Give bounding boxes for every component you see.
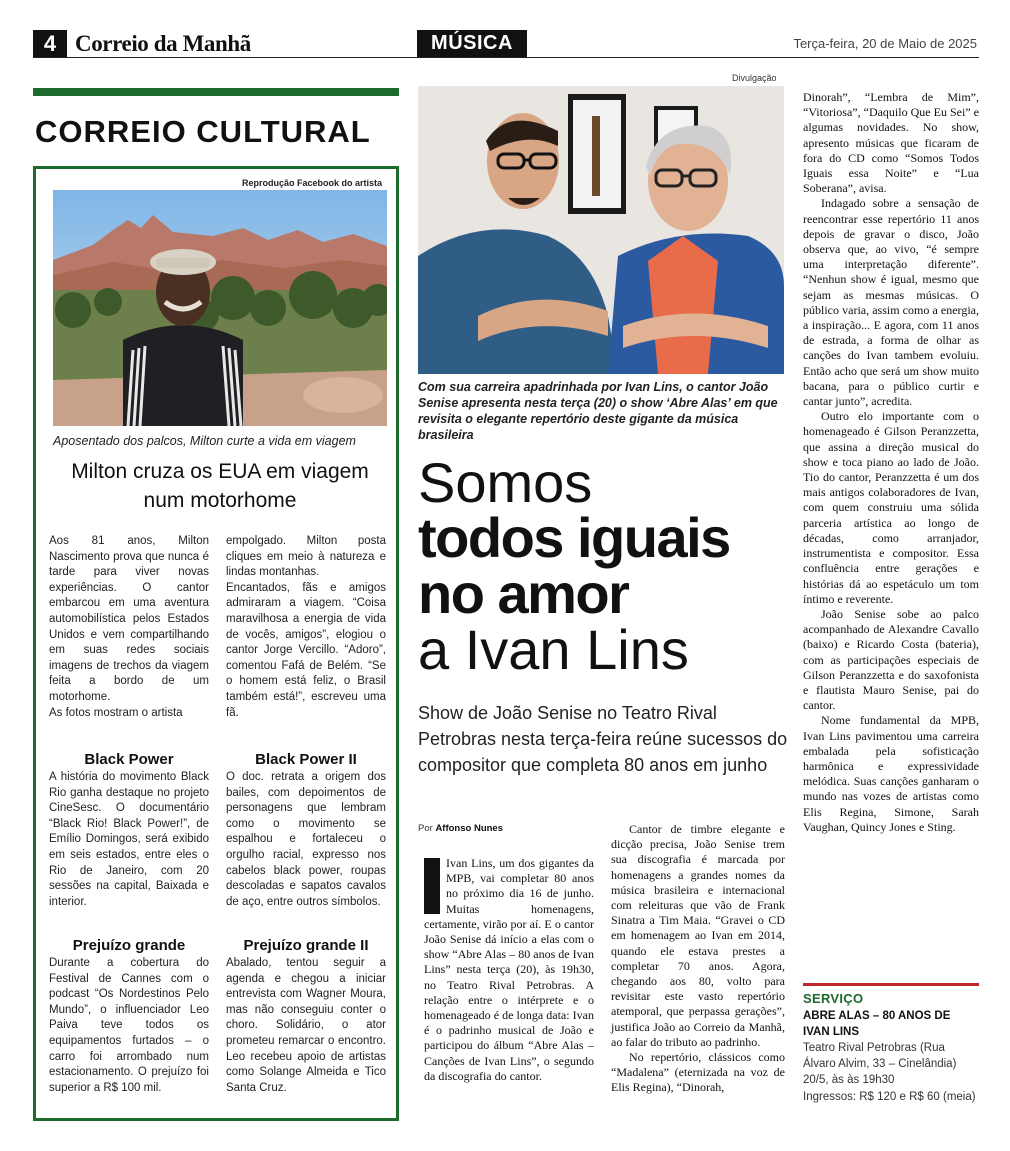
article-headline: Milton cruza os EUA em viagem num motorhome: [71, 460, 369, 512]
drop-cap: [424, 858, 440, 914]
paragraph: Dinorah”, “Lembra de Mim”, “Vitoriosa”, “Daquilo Que Eu Sei” e algumas novidades. No show, apresento músicas que ficaram de fora do CD como “Somos Todos Iguais essa Noite” e “Lua Soberana”, avisa.: [803, 90, 979, 196]
text-column-right: [226, 534, 386, 721]
note-black-power-ii: [226, 751, 386, 910]
note-title: Black Power: [84, 751, 174, 768]
note-prejuizo-grande-ii: [226, 937, 386, 1096]
paragraph: Outro elo importante com o homenageado é Gilson Peranzzetta, que assina a direção musical do show e toca piano ao lado de João. Tio do cantor, Peranzzetta é um dos mais antigos colaboradores de Ivan, com quem construiu uma sólida parceria artística ao longo de décadas, como arranjador, instrumentista e compositor. Essa confluência entre gerações e histórias dá ao espetáculo um tom íntimo e reverente.: [803, 409, 979, 606]
issue-date: Terça-feira, 20 de Maio de 2025: [793, 36, 977, 51]
newspaper-name: Correio da Manhã: [75, 31, 251, 56]
page-number: 4: [33, 30, 67, 57]
paragraph: Nome fundamental da MPB, Ivan Lins pavimentou uma carreira embalada pela sofisticação harmônica e expressividade melódica. Suas canções ganharam o mundo nas vozes de artistas como Elis Regina, Simone, Sarah Vaughan, Quincy Jones e Sting.: [803, 713, 979, 834]
paragraph: Ivan Lins, um dos gigantes da MPB, vai completar 80 anos no próximo dia 16 de junho. Muitas homenagens, certamente, virão por aí. E o cantor João Senise dá início a elas com o show “Abre Alas – 80 anos de Ivan Lins” nesta terça (20), às 19h30, no Teatro Rival Petrobras. A relação entre o intérprete e o homenageado é de longa data: Ivan é o padrinho musical de João e participou do álbum “Abre Alas – Canções de Ivan Lins”, o segundo da discografia do cantor.: [424, 856, 594, 1083]
service-venue: Teatro Rival Petrobras (Rua Álvaro Alvim, 33 – Cinelândia): [803, 1042, 957, 1070]
paragraph: No repertório, clássicos como “Madalena” (eternizada na voz de Elis Regina), “Dinorah,: [611, 1050, 785, 1095]
service-tickets: Ingressos: R$ 120 e R$ 60 (meia): [803, 1090, 976, 1103]
paragraph: Encantados, fãs e amigos admiraram a viagem. “Coisa maravilhosa a energia de vida de vocês, amigos”, elogiou o cantor Jorge Vercillo. “Adoro”, comentou Fafá de Belém. “Se o homem está feliz, o Brasil também está!”, escreveu uma fã.: [226, 581, 386, 719]
article-deck: Show de João Senise no Teatro Rival Petrobras nesta terça-feira reúne sucessos do compositor que completa 80 anos em junho: [418, 703, 788, 775]
note-text: O doc. retrata a origem dos bailes, com depoimentos de personagens que lembram como o movimento se espalhou e fortaleceu o orgulho racial, expresso nos cabelos black power, roupas descoladas e sapatos cavalos de aço, entre outros símbolos.: [226, 771, 386, 908]
photo-credit: Divulgação: [732, 73, 777, 83]
milton-photo: [53, 190, 387, 426]
photo-credit: Reprodução Facebook do artista: [241, 178, 382, 188]
note-title: Black Power II: [255, 751, 357, 768]
service-event: ABRE ALAS – 80 ANOS DE IVAN LINS: [803, 1010, 951, 1038]
service-datetime: 20/5, às às 19h30: [803, 1074, 895, 1086]
note-text: Abalado, tentou seguir a agenda e chegou a iniciar entrevista com Wagner Moura, mas não conseguiu conter o choro. Solidário, o ator prometeu remarcar o encontro. Leo recebeu apoio de artistas como Solange Almeida e Tico Santa Cruz.: [226, 957, 386, 1094]
headline-line-1: Somos: [418, 451, 593, 514]
byline-prefix: Por: [418, 823, 433, 834]
byline: [418, 823, 503, 834]
column-title: CORREIO CULTURAL: [35, 114, 371, 149]
paragraph: Cantor de timbre elegante e dicção precisa, João Senise trem sua discografia é marcada por homenagens a grandes nomes da música brasileira e internacional com releituras que vão de Frank Sinatra a Tim Maia. “Gravei o CD em homenagem ao Ivan em 2014, quando ele estava prestes a completar 70 anos. Agora, chegando aos 80, volto para revisitar este vasto repertório atemporal, que perpassa gerações”, justifica João ao Correio da Manhã, ao falar do tributo ao padrinho.: [611, 822, 785, 1049]
section-color-bar: [33, 88, 399, 96]
paragraph: João Senise sobe ao palco acompanhado de Alexandre Cavallo (baixo) e Ricardo Costa (bateria), com as participações especiais de Gilson Peranzzetta e do saxofonista e flautista Mauro Senise, pai do cantor.: [803, 606, 979, 713]
photo-caption: Com sua carreira apadrinhada por Ivan Lins, o cantor João Senise apresenta nesta terça (20) o show ‘Abre Alas’ em que revisita o elegante repertório deste gigante da música brasileira: [418, 380, 778, 442]
note-title: Prejuízo grande: [72, 937, 186, 954]
note-title: Prejuízo grande II: [243, 937, 369, 954]
headline-line-4: a Ivan Lins: [418, 618, 689, 681]
page-header: [33, 30, 979, 58]
service-rule: [803, 983, 979, 986]
paragraph: As fotos mostram o artista: [49, 706, 183, 719]
headline-line-2: todos iguais: [418, 506, 730, 569]
service-title: SERVIÇO: [803, 991, 864, 1006]
paragraph: empolgado. Milton posta cliques em meio à natureza e lindas montanhas.: [226, 535, 386, 579]
service-box: [803, 991, 979, 1105]
article-column-3: [803, 90, 979, 835]
photo-caption: Aposentado dos palcos, Milton curte a vida em viagem: [53, 434, 356, 448]
text-column-left: [49, 534, 209, 721]
article-column-1: [424, 856, 594, 1084]
paragraph: Indagado sobre a sensação de reencontrar esse repertório 11 anos depois de gravar o disco, João observa que, ao vivo, “é sempre uma interpretação diferente”. “Nenhun show é igual, mesmo que sejam as mesmas músicas. O público varia, assim como a energia, a inspiração... E agora, com 11 anos de estrada, a forma de olhar as canções do Ivan tambem evoluiu. Então acho que será um show muito bacana, para o público curtir e cantar junto”, acredita.: [803, 196, 979, 409]
note-black-power: [49, 751, 209, 910]
byline-author: Affonso Nunes: [435, 823, 503, 834]
note-prejuizo-grande: [49, 937, 209, 1096]
paragraph: Aos 81 anos, Milton Nascimento prova que nunca é tarde para viver novas experiências. O cantor embarcou em uma aventura automobilística pelos Estados Unidos e vem compartilhando em suas redes sociais imagens de trechos da viagem feita a bordo de um motorhome.: [49, 535, 209, 703]
article-column-2: [611, 822, 785, 1096]
cultural-box: [33, 166, 399, 1121]
headline-line-3: no amor: [418, 562, 629, 625]
section-label: MÚSICA: [417, 30, 527, 57]
feature-photo: [418, 86, 784, 374]
note-text: Durante a cobertura do Festival de Cannes com o podcast “Os Nordestinos Pelo Mundo”, o influenciador Leo Paiva teve todos os equipamentos furtados – o carro foi arrombado num estacionamento. O prejuízo foi superior a R$ 100 mil.: [49, 957, 209, 1094]
note-text: A história do movimento Black Rio ganha destaque no projeto CineSesc. O documentário “Black Rio! Black Power!”, de Emílio Domingos, será exibido em seis estados, entre eles o Rio de Janeiro, com 20 sessões na capital, Baixada e interior.: [49, 771, 209, 908]
